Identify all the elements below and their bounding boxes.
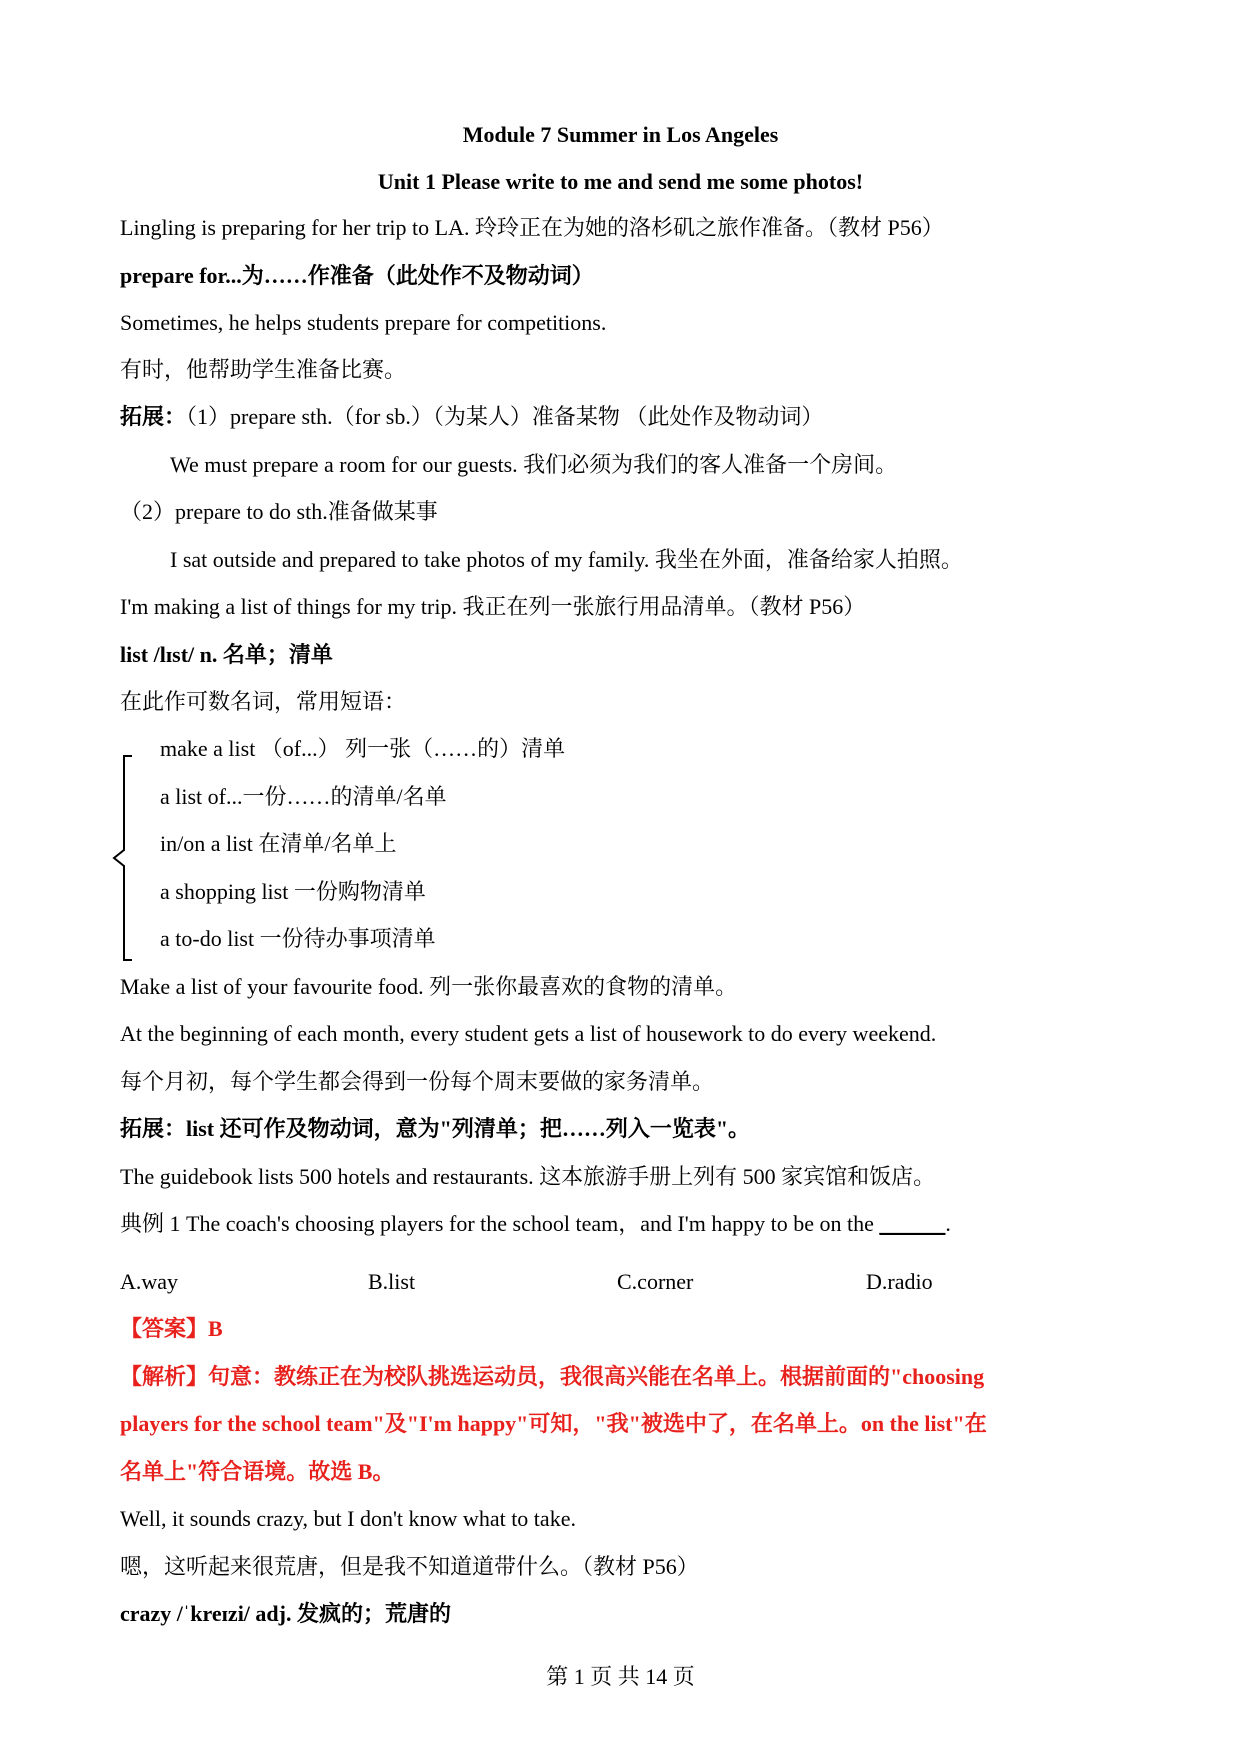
text-line: Well, it sounds crazy, but I don't know what to take.	[120, 1506, 576, 1531]
text-line: I'm making a list of things for my trip. 我正在列一张旅行用品清单。（教材 P56）	[120, 594, 866, 619]
question-text: 典例 1 The coach's choosing players for the school team，and I'm happy to be on the	[120, 1211, 880, 1236]
text-line: At the beginning of each month, every student gets a list of housework to do every weekend.	[120, 1021, 937, 1046]
example-line: We must prepare a room for our guests. 我们必须为我们的客人准备一个房间。	[170, 452, 898, 477]
text-line: 嗯，这听起来很荒唐，但是我不知道道带什么。（教材 P56）	[120, 1554, 699, 1579]
question-end: .	[945, 1211, 951, 1236]
option-a: A.way	[120, 1269, 179, 1294]
analysis-line: 名单上"符合语境。故选 B。	[120, 1459, 395, 1484]
analysis-line: players for the school team"及"I'm happy"可知，"我"被选中了，在名单上。on the list"在	[120, 1411, 987, 1436]
phrase-item: a to-do list 一份待办事项清单	[160, 926, 436, 951]
text-line: Lingling is preparing for her trip to LA. 玲玲正在为她的洛杉矶之旅作准备。（教材 P56）	[120, 215, 944, 240]
text-line: 每个月初，每个学生都会得到一份每个周末要做的家务清单。	[120, 1069, 715, 1094]
extension-text: （1）prepare sth.（for sb.）（为某人）准备某物 （此处作及物动词）	[186, 404, 824, 429]
option-c: C.corner	[617, 1269, 694, 1294]
vocab-heading: crazy /ˈkreɪzi/ adj. 发疯的；荒唐的	[120, 1601, 451, 1626]
option-d: D.radio	[866, 1269, 933, 1294]
answer-line: 【答案】B	[120, 1316, 223, 1341]
left-brace-icon	[110, 752, 140, 964]
page-footer: 第 1 页 共 14 页	[546, 1664, 695, 1689]
phrase-item: in/on a list 在清单/名单上	[160, 831, 397, 856]
extension-line	[120, 402, 1121, 432]
phrase-item: a shopping list 一份购物清单	[160, 879, 426, 904]
option-b: B.list	[368, 1269, 416, 1294]
text-line: The guidebook lists 500 hotels and restaurants. 这本旅游手册上列有 500 家宾馆和饭店。	[120, 1164, 936, 1189]
page-subtitle: Unit 1 Please write to me and send me some photos!	[377, 169, 864, 194]
page-title: Module 7 Summer in Los Angeles	[462, 122, 779, 147]
question-line	[120, 1209, 1121, 1239]
phrase-item: a list of...一份……的清单/名单	[160, 784, 447, 809]
phrase-item: make a list （of...） 列一张（……的）清单	[160, 736, 566, 761]
text-line: Make a list of your favourite food. 列一张你最喜欢的食物的清单。	[120, 974, 738, 999]
analysis-line: 【解析】句意：教练正在为校队挑选运动员，我很高兴能在名单上。根据前面的"choosing	[120, 1364, 985, 1389]
answer-options	[120, 1267, 1121, 1297]
extension-label: 拓展：	[120, 404, 187, 429]
answer-blank: ______	[879, 1211, 946, 1236]
text-line: 在此作可数名词，常用短语：	[120, 689, 407, 714]
text-line: （2）prepare to do sth.准备做某事	[120, 499, 438, 524]
example-line: I sat outside and prepared to take photos of my family. 我坐在外面，准备给家人拍照。	[170, 547, 963, 572]
vocab-heading: prepare for...为……作准备（此处作不及物动词）	[120, 263, 594, 288]
extension-line: 拓展：list 还可作及物动词，意为"列清单；把……列入一览表"。	[120, 1116, 751, 1141]
text-line: 有时，他帮助学生准备比赛。	[120, 357, 407, 382]
text-line: Sometimes, he helps students prepare for competitions.	[120, 310, 607, 335]
vocab-heading: list /lɪst/ n. 名单；清单	[120, 642, 333, 667]
